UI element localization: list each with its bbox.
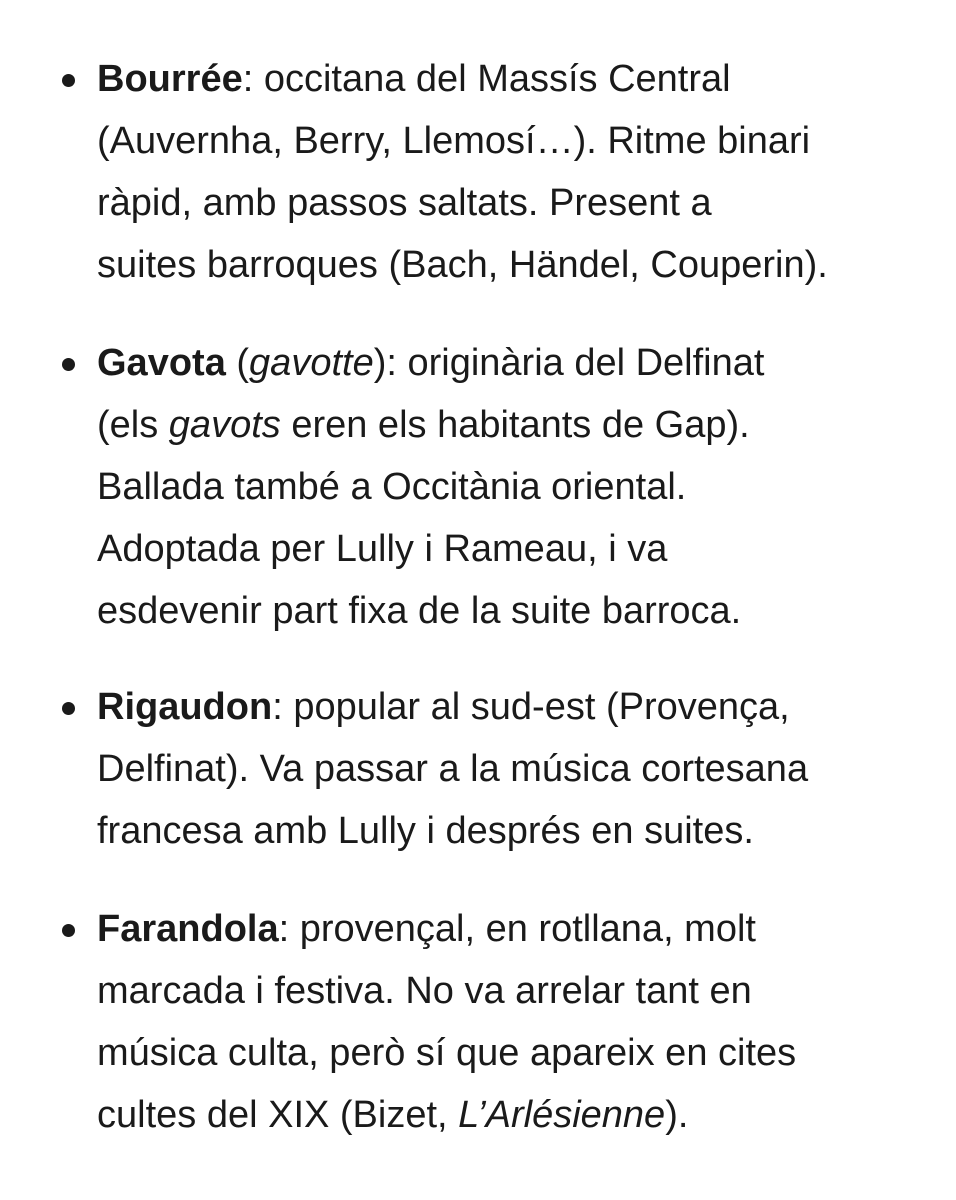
bullet-icon bbox=[62, 74, 75, 87]
text-line bbox=[97, 898, 937, 960]
text-segment: (Auvernha, Berry, Llemosí…). Ritme binari bbox=[97, 120, 811, 162]
text-line bbox=[97, 580, 937, 642]
text-segment: ). bbox=[665, 1094, 689, 1136]
text-segment: esdevenir part fixa de la suite barroca. bbox=[97, 590, 742, 632]
text-line bbox=[97, 332, 937, 394]
dance-term: Bourrée bbox=[97, 58, 243, 100]
text-line bbox=[97, 172, 937, 234]
bullet-icon bbox=[62, 358, 75, 371]
dance-description bbox=[97, 48, 937, 296]
dance-term: Gavota bbox=[97, 342, 226, 384]
text-line bbox=[97, 800, 937, 862]
text-line bbox=[97, 518, 937, 580]
text-segment: ( bbox=[225, 342, 250, 384]
text-segment: música culta, però sí que apareix en cites bbox=[97, 1032, 797, 1074]
text-segment: ràpid, amb passos saltats. Present a bbox=[97, 182, 712, 224]
text-line bbox=[97, 960, 937, 1022]
text-line bbox=[97, 110, 937, 172]
bullet-icon bbox=[62, 924, 75, 937]
dance-description bbox=[97, 676, 937, 862]
text-line bbox=[97, 676, 937, 738]
text-line bbox=[97, 456, 937, 518]
italic-term: gavotte bbox=[249, 342, 374, 384]
text-segment: eren els habitants de Gap). bbox=[280, 404, 750, 446]
text-segment: marcada i festiva. No va arrelar tant en bbox=[97, 970, 752, 1012]
text-segment: ): originària del Delfinat bbox=[373, 342, 765, 384]
dance-description bbox=[97, 332, 937, 642]
dance-description bbox=[97, 898, 937, 1146]
italic-term: gavots bbox=[168, 404, 281, 446]
text-segment: : popular al sud-est (Provença, bbox=[272, 686, 790, 728]
text-segment: Delfinat). Va passar a la música cortesana bbox=[97, 748, 809, 790]
dance-term: Rigaudon bbox=[97, 686, 273, 728]
text-segment: Ballada també a Occitània oriental. bbox=[97, 466, 687, 508]
text-line bbox=[97, 394, 937, 456]
text-line bbox=[97, 1022, 937, 1084]
text-line bbox=[97, 48, 937, 110]
text-segment: (els bbox=[97, 404, 169, 446]
text-segment: cultes del XIX (Bizet, bbox=[97, 1094, 459, 1136]
text-line bbox=[97, 1084, 937, 1146]
text-segment: : provençal, en rotllana, molt bbox=[278, 908, 756, 950]
italic-term: L’Arlésienne bbox=[458, 1094, 666, 1136]
text-line bbox=[97, 234, 937, 296]
bullet-icon bbox=[62, 702, 75, 715]
text-segment: suites barroques (Bach, Händel, Couperin). bbox=[97, 244, 828, 286]
text-segment: Adoptada per Lully i Rameau, i va bbox=[97, 528, 668, 570]
text-line bbox=[97, 738, 937, 800]
dance-term: Farandola bbox=[97, 908, 279, 950]
text-segment: : occitana del Massís Central bbox=[242, 58, 731, 100]
text-segment: francesa amb Lully i després en suites. bbox=[97, 810, 754, 852]
